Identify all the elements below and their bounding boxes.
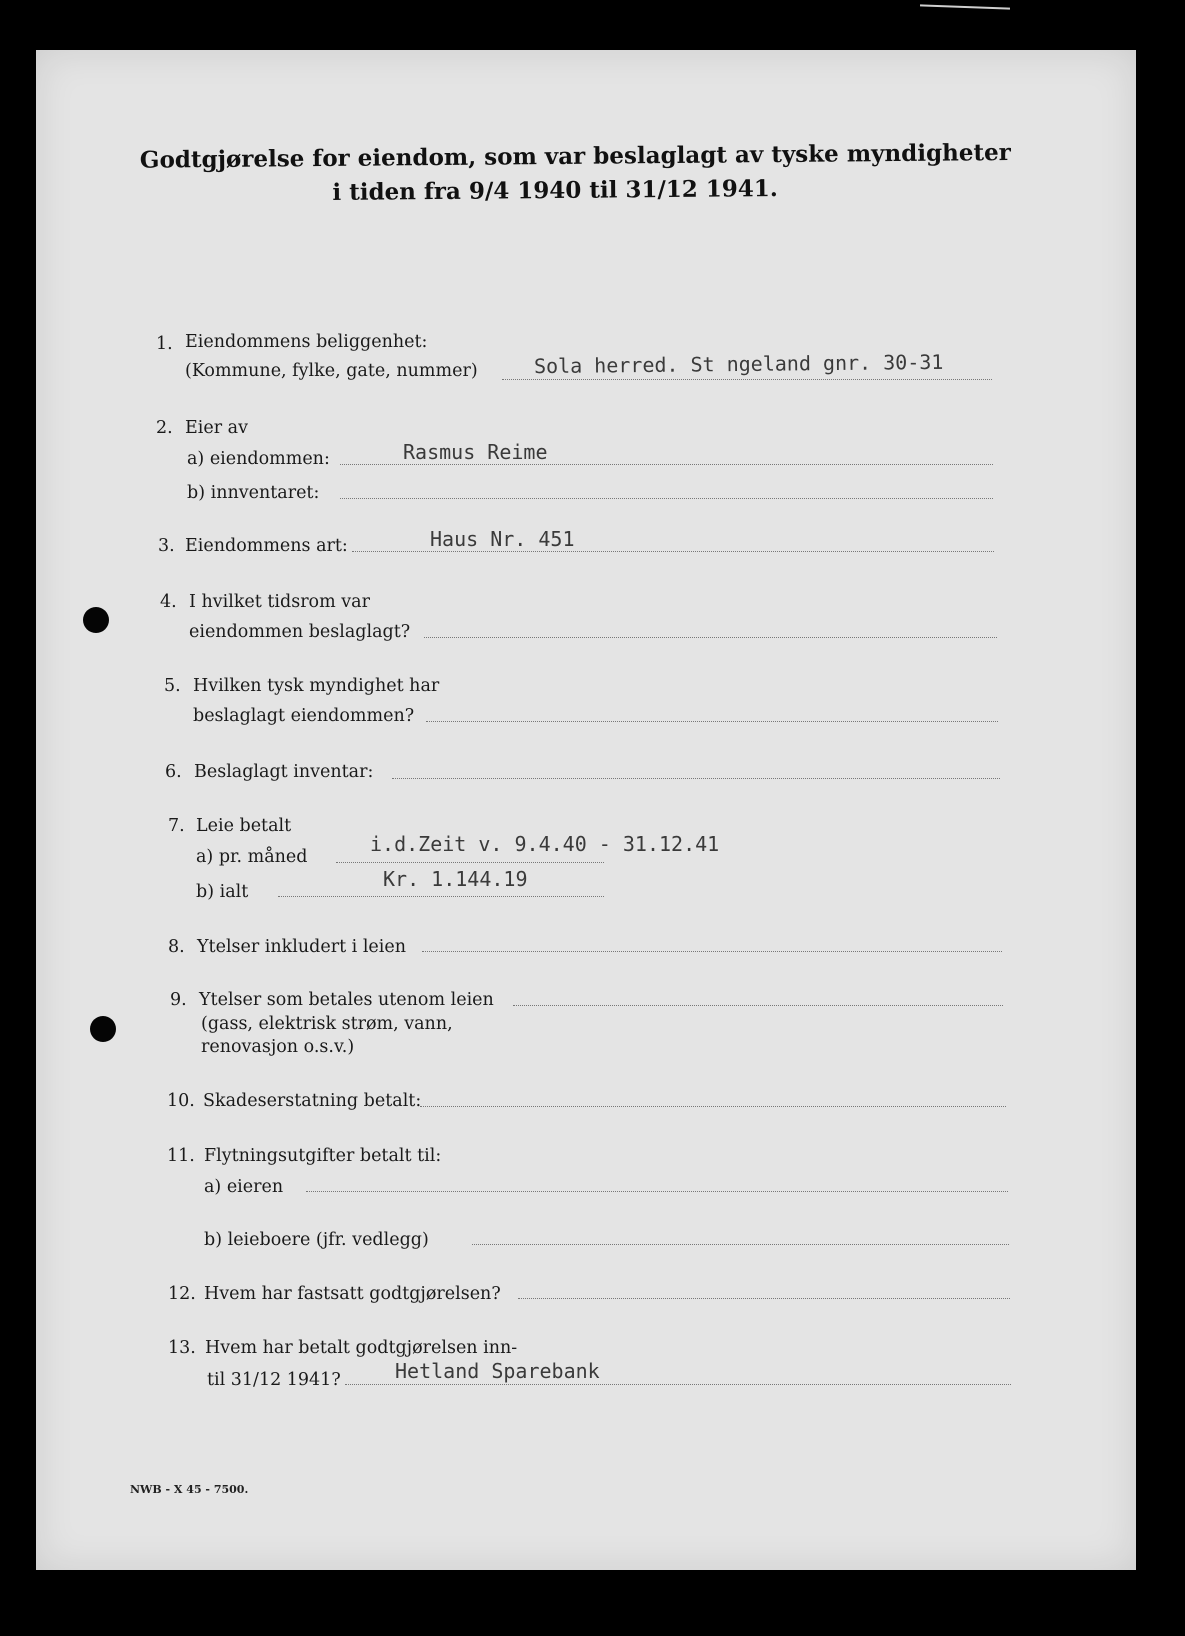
item-9-number: 9. xyxy=(170,990,187,1010)
scan-edge-mark xyxy=(920,4,1010,9)
item-5-sublabel: beslaglagt eiendommen? xyxy=(193,706,415,726)
item-6-number: 6. xyxy=(165,762,182,782)
item-1-field-line xyxy=(502,379,992,380)
item-2-label: Eier av xyxy=(185,418,248,438)
item-2a-label: a) eiendommen: xyxy=(187,449,330,469)
item-2b-field-line xyxy=(340,498,993,499)
item-12-label: Hvem har fastsatt godtgjørelsen? xyxy=(204,1284,501,1304)
item-11b-field-line xyxy=(472,1244,1009,1245)
item-13-answer: Hetland Sparebank xyxy=(395,1359,600,1383)
item-2b-label: b) innventaret: xyxy=(187,483,320,503)
item-1-answer: Sola herred. St ngeland gnr. 30-31 xyxy=(533,349,944,379)
item-7-number: 7. xyxy=(168,816,185,836)
item-7b-answer: Kr. 1.144.19 xyxy=(383,867,528,891)
item-12-field-line xyxy=(518,1298,1010,1299)
item-2a-answer: Rasmus Reime xyxy=(403,440,548,464)
item-13-label: Hvem har betalt godtgjørelsen inn- xyxy=(205,1338,518,1358)
item-4-number: 4. xyxy=(160,592,177,612)
item-8-number: 8. xyxy=(168,937,185,957)
item-3-number: 3. xyxy=(158,536,175,556)
item-4-sublabel: eiendommen beslaglagt? xyxy=(189,622,411,642)
item-7a-answer: i.d.Zeit v. 9.4.40 - 31.12.41 xyxy=(370,832,720,856)
item-13-field-line xyxy=(345,1384,1011,1385)
item-8-label: Ytelser inkludert i leien xyxy=(197,937,407,957)
item-9-sublabel-1: (gass, elektrisk strøm, vann, xyxy=(201,1014,453,1034)
item-9-label: Ytelser som betales utenom leien xyxy=(199,990,494,1010)
item-7b-label: b) ialt xyxy=(196,882,249,902)
item-11-number: 11. xyxy=(167,1146,195,1166)
item-3-field-line xyxy=(352,551,994,552)
item-11-label: Flytningsutgifter betalt til: xyxy=(204,1146,442,1166)
title-line-1: Godtgjørelse for eiendom, som var beslaglagt av tyske myndigheter xyxy=(139,139,1011,174)
form-title xyxy=(139,136,1011,211)
item-7-label: Leie betalt xyxy=(196,816,292,836)
item-3-label: Eiendommens art: xyxy=(185,536,348,556)
item-4-label: I hvilket tidsrom var xyxy=(189,592,370,612)
title-line-2: i tiden fra 9/4 1940 til 31/12 1941. xyxy=(332,175,778,206)
item-12-number: 12. xyxy=(168,1284,196,1304)
item-7a-field-line xyxy=(336,862,604,863)
item-6-label: Beslaglagt inventar: xyxy=(194,762,374,782)
item-7a-label: a) pr. måned xyxy=(196,847,308,867)
item-10-label: Skadeserstatning betalt: xyxy=(203,1091,422,1111)
item-5-label: Hvilken tysk myndighet har xyxy=(193,676,440,696)
item-11b-label: b) leieboere (jfr. vedlegg) xyxy=(204,1230,429,1250)
item-13-sublabel: til 31/12 1941? xyxy=(207,1370,341,1390)
item-10-field-line xyxy=(420,1106,1006,1107)
item-1-sublabel: (Kommune, fylke, gate, nummer) xyxy=(185,361,478,381)
item-10-number: 10. xyxy=(167,1091,195,1111)
item-4-field-line xyxy=(424,637,997,638)
item-9-field-line xyxy=(513,1005,1003,1006)
item-1-number: 1. xyxy=(156,334,173,354)
item-11a-label: a) eieren xyxy=(204,1177,284,1197)
punch-hole-lower xyxy=(90,1016,116,1042)
item-5-number: 5. xyxy=(164,676,181,696)
item-1-label: Eiendommens beliggenhet: xyxy=(185,332,428,352)
punch-hole-upper xyxy=(83,607,109,633)
item-13-number: 13. xyxy=(168,1338,196,1358)
item-2-number: 2. xyxy=(156,418,173,438)
item-3-answer: Haus Nr. 451 xyxy=(430,527,575,551)
item-11a-field-line xyxy=(306,1191,1008,1192)
item-7b-field-line xyxy=(278,896,604,897)
item-8-field-line xyxy=(422,951,1002,952)
item-2a-field-line xyxy=(340,464,993,465)
item-5-field-line xyxy=(426,721,998,722)
form-footer-code: NWB - X 45 - 7500. xyxy=(130,1483,249,1496)
item-6-field-line xyxy=(392,778,1000,779)
form-page xyxy=(36,50,1136,1570)
item-9-sublabel-2: renovasjon o.s.v.) xyxy=(201,1037,355,1057)
